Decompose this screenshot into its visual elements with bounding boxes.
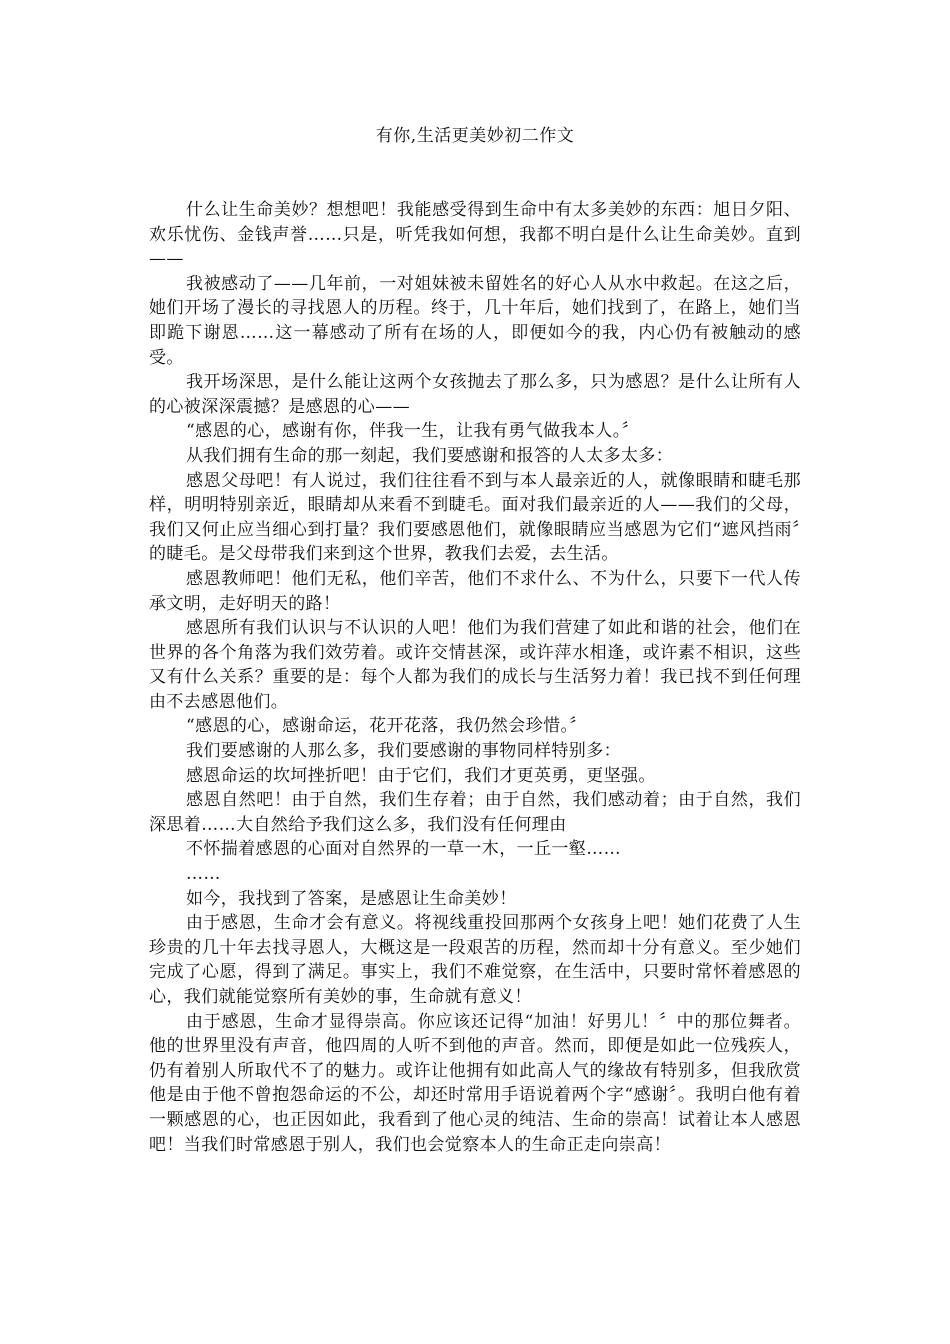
- paragraph: 我开场深思，是什么能让这两个女孩抛去了那么多，只为感恩？是什么让所有人的心被深深震撼？是感恩的心——: [149, 372, 801, 417]
- paragraph: 感恩所有我们认识与不认识的人吧！他们为我们营建了如此和谐的社会，他们在世界的各个角落为我们效劳着。或许交情甚深，或许萍水相逢，或许素不相识，这些又有什么关系？重要的是：每个人都为我们的成长与生活努力着！我已找不到任何理由不去感恩他们。: [149, 618, 801, 712]
- paragraph: 我被感动了——几年前，一对姐妹被未留姓名的好心人从水中救起。在这之后，她们开场了漫长的寻找恩人的历程。终于，几十年后，她们找到了，在路上，她们当即跪下谢恩……这一幕感动了所有在场的人，即便如今的我，内心仍有被触动的感受。: [149, 273, 801, 368]
- paragraph: 感恩父母吧！有人说过，我们往往看不到与本人最亲近的人，就像眼睛和睫毛那样，明明特别亲近，眼睛却从来看不到睫毛。面对我们最亲近的人——我们的父母，我们又何止应当细心到打量？我们要感恩他们，就像眼睛应当感恩为它们“遮风挡雨〞的睫毛。是父母带我们来到这个世界，教我们去爱，去生活。: [149, 470, 801, 565]
- document-body: [149, 198, 801, 1157]
- paragraph: 什么让生命美妙？想想吧！我能感受得到生命中有太多美妙的东西：旭日夕阳、欢乐忧伤、金钱声誉……只是，听凭我如何想，我都不明白是什么让生命美妙。直到——: [149, 200, 801, 270]
- paragraph: “感恩的心，感谢命运，花开花落，我仍然会珍惜。〞: [186, 716, 587, 737]
- paragraph: ……: [186, 864, 221, 885]
- document-title: 有你,生活更美妙初二作文: [375, 126, 575, 146]
- paragraph: “感恩的心，感谢有你，伴我一生，让我有勇气做我本人。〞: [186, 421, 639, 442]
- paragraph: 感恩教师吧！他们无私，他们辛苦，他们不求什么、不为什么，只要下一代人传承文明，走好明天的路！: [149, 568, 801, 614]
- paragraph: 感恩命运的坎坷挫折吧！由于它们，我们才更英勇，更坚强。: [186, 765, 656, 786]
- paragraph: 感恩自然吧！由于自然，我们生存着；由于自然，我们感动着；由于自然，我们深思着……大自然给予我们这么多，我们没有任何理由: [149, 790, 801, 835]
- paragraph: 不怀揣着感恩的心面对自然界的一草一木，一丘一壑……: [186, 839, 621, 860]
- paragraph: 如今，我找到了答案，是感恩让生命美妙！: [186, 888, 517, 909]
- paragraph: 由于感恩，生命才显得崇高。你应该还记得“加油！好男儿！〞中的那位舞者。他的世界里没有声音，他四周的人听不到他的声音。然而，即便是如此一位残疾人，仍有着别人所取代不了的魅力。或许让他拥有如此高人气的缘故有特别多，但我欣赏他是由于他不曾抱怨命运的不公，却还时常用手语说着两个字“感谢〞。我明白他有着一颗感恩的心，也正因如此，我看到了他心灵的纯洁、生命的崇高！试着让本人感恩吧！当我们时常感恩于别人，我们也会觉察本人的生命正走向崇高！: [149, 1011, 801, 1155]
- paragraph: 我们要感谢的人那么多，我们要感谢的事物同样特别多：: [186, 741, 621, 762]
- paragraph: 从我们拥有生命的那一刻起，我们要感谢和报答的人太多太多：: [186, 445, 674, 466]
- paragraph: 由于感恩，生命才会有意义。将视线重投回那两个女孩身上吧！她们花费了人生珍贵的几十年去找寻恩人，大概这是一段艰苦的历程，然而却十分有意义。至少她们完成了心愿，得到了满足。事实上，我们不难觉察，在生活中，只要时常怀着感恩的心，我们就能觉察所有美妙的事，生命就有意义！: [149, 913, 801, 1007]
